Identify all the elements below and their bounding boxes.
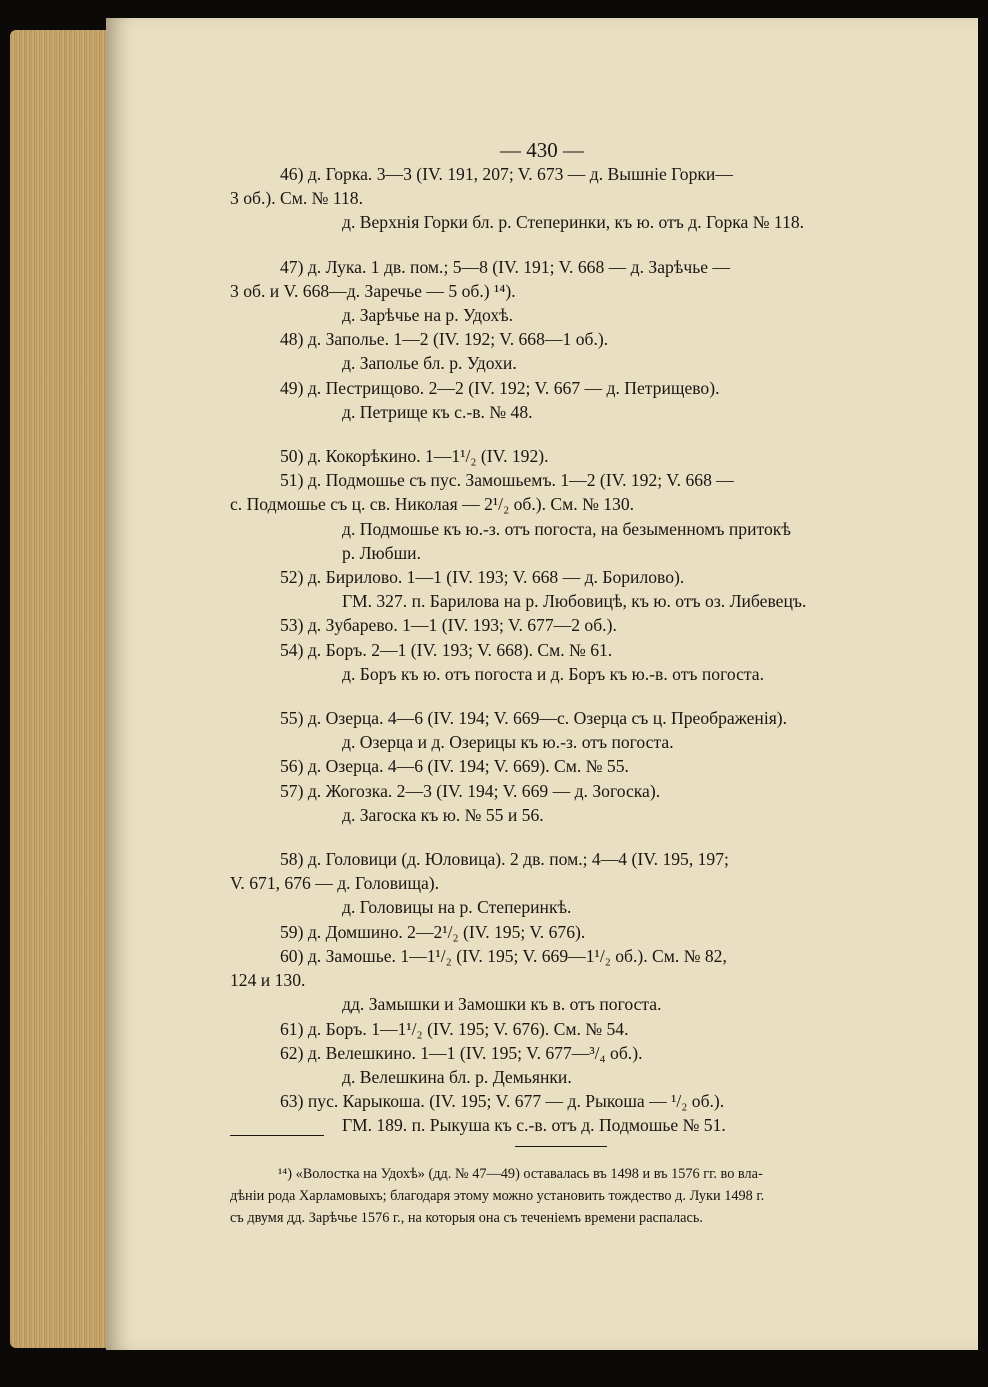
footnote-rule xyxy=(230,1135,324,1136)
entry xyxy=(230,468,892,565)
entry xyxy=(230,162,892,235)
entry xyxy=(230,847,892,920)
entry xyxy=(230,327,892,375)
section-gap xyxy=(230,827,892,847)
entry-heading: 50) д. Кокорѣкино. 1—1¹/₂ (IV. 192). xyxy=(280,446,549,467)
entry-location: ГМ. 327. п. Барилова на р. Любовицѣ, къ ю. отъ оз. Либевецъ. xyxy=(342,591,807,612)
entry xyxy=(230,706,892,754)
entry-continuation: 124 и 130. xyxy=(230,970,306,991)
entry-location: д. Велешкина бл. р. Демьянки. xyxy=(342,1066,572,1087)
entry xyxy=(230,779,892,827)
entry-location: д. Подмошье къ ю.-з. отъ погоста, на безыменномъ притокѣ xyxy=(342,518,791,539)
entry xyxy=(230,255,892,328)
page-body xyxy=(230,162,892,1155)
entry-location: д. Петрище къ с.-в. № 48. xyxy=(342,401,533,422)
entry-continuation: 3 об.). См. № 118. xyxy=(230,188,363,209)
entry-location: д. Озерца и д. Озерицы къ ю.-з. отъ погоста. xyxy=(342,732,674,753)
entry-location: д. Головицы на р. Степеринкѣ. xyxy=(342,897,572,918)
book-page xyxy=(106,18,978,1350)
entry-heading: 54) д. Боръ. 2—1 (IV. 193; V. 668). См. № 61. xyxy=(280,639,613,660)
entry xyxy=(230,376,892,424)
entry xyxy=(230,754,892,778)
book-page-edges xyxy=(10,30,120,1348)
entry xyxy=(230,565,892,613)
entry xyxy=(230,613,892,637)
section-gap xyxy=(230,686,892,706)
entry-heading: 63) пус. Карыкоша. (IV. 195; V. 677 — д. Рыкоша — ¹/₂ об.). xyxy=(280,1091,725,1112)
entry-heading: 53) д. Зубарево. 1—1 (IV. 193; V. 677—2 об.). xyxy=(280,615,617,636)
footnote-line: съ двумя дд. Зарѣчье 1576 г., на которыя она съ теченіемъ времени распалась. xyxy=(230,1210,703,1226)
entry-continuation: V. 671, 676 — д. Головища). xyxy=(230,873,440,894)
entry xyxy=(230,944,892,1017)
entry-location: д. Заполье бл. р. Удохи. xyxy=(342,353,517,374)
entry xyxy=(230,1017,892,1041)
entry-heading: 57) д. Жогозка. 2—3 (IV. 194; V. 669 — д. Зогоска). xyxy=(280,780,661,801)
section-gap xyxy=(230,424,892,444)
entry-continuation: 3 об. и V. 668—д. Заречье — 5 об.) ¹⁴). xyxy=(230,280,516,301)
entry-location: д. Зарѣчье на р. Удохѣ. xyxy=(342,305,514,326)
entry-heading: 52) д. Бирилово. 1—1 (IV. 193; V. 668 — д. Борилово). xyxy=(280,567,685,588)
entry-heading: 47) д. Лука. 1 дв. пом.; 5—8 (IV. 191; V. 668 — д. Зарѣчье — xyxy=(280,256,731,277)
entry-location: д. Верхнія Горки бл. р. Степеринки, къ ю. отъ д. Горка № 118. xyxy=(342,212,805,233)
footnote-line: ¹⁴) «Волостка на Удохѣ» (дд. № 47—49) оставалась въ 1498 и въ 1576 гг. во вла- xyxy=(278,1166,763,1182)
entry-heading: 62) д. Велешкино. 1—1 (IV. 195; V. 677—³/₄ об.). xyxy=(280,1042,643,1063)
entry-heading: 56) д. Озерца. 4—6 (IV. 194; V. 669). См. № 55. xyxy=(280,756,629,777)
entry-continuation: с. Подмошье съ ц. св. Николая — 2¹/₂ об.). См. № 130. xyxy=(230,494,635,515)
entry-heading: 51) д. Подмошье съ пус. Замошьемъ. 1—2 (IV. 192; V. 668 — xyxy=(280,470,734,491)
end-rule xyxy=(515,1146,607,1147)
entry-heading: 46) д. Горка. 3—3 (IV. 191, 207; V. 673 — д. Вышніе Горки— xyxy=(280,164,733,184)
footnote xyxy=(230,1163,890,1229)
section-gap xyxy=(230,235,892,255)
entry-location: ГМ. 189. п. Рыкуша къ с.-в. отъ д. Подмошье № 51. xyxy=(342,1115,726,1136)
entry-heading: 55) д. Озерца. 4—6 (IV. 194; V. 669—с. Озерца съ ц. Преображенія). xyxy=(280,708,788,729)
entry-location: д. Загоска къ ю. № 55 и 56. xyxy=(342,804,544,825)
page-number: — 430 — xyxy=(500,138,584,162)
entry-heading: 58) д. Головици (д. Юловица). 2 дв. пом.; 4—4 (IV. 195, 197; xyxy=(280,849,729,870)
entry-heading: 60) д. Замошье. 1—1¹/₂ (IV. 195; V. 669—1¹/₂ об.). См. № 82, xyxy=(280,945,727,966)
entry-location: д. Боръ къ ю. отъ погоста и д. Боръ къ ю.-в. отъ погоста. xyxy=(342,663,765,684)
entry-heading: 48) д. Заполье. 1—2 (IV. 192; V. 668—1 об.). xyxy=(280,329,609,350)
footnote-line: дѣніи рода Харламовыхъ; благодаря этому можно установить тождество д. Луки 1498 г. xyxy=(230,1188,765,1204)
entry-heading: 49) д. Пестрищово. 2—2 (IV. 192; V. 667 — д. Петрищево). xyxy=(280,377,720,398)
entry-heading: 59) д. Домшино. 2—2¹/₂ (IV. 195; V. 676). xyxy=(280,921,586,942)
entry xyxy=(230,920,892,944)
entry xyxy=(230,1089,892,1137)
entry-location: р. Любши. xyxy=(342,542,421,563)
entry xyxy=(230,444,892,468)
entry xyxy=(230,1041,892,1089)
entry-location: дд. Замышки и Замошки къ в. отъ погоста. xyxy=(342,994,662,1015)
entry xyxy=(230,638,892,686)
entry-heading: 61) д. Боръ. 1—1¹/₂ (IV. 195; V. 676). См. № 54. xyxy=(280,1018,629,1039)
